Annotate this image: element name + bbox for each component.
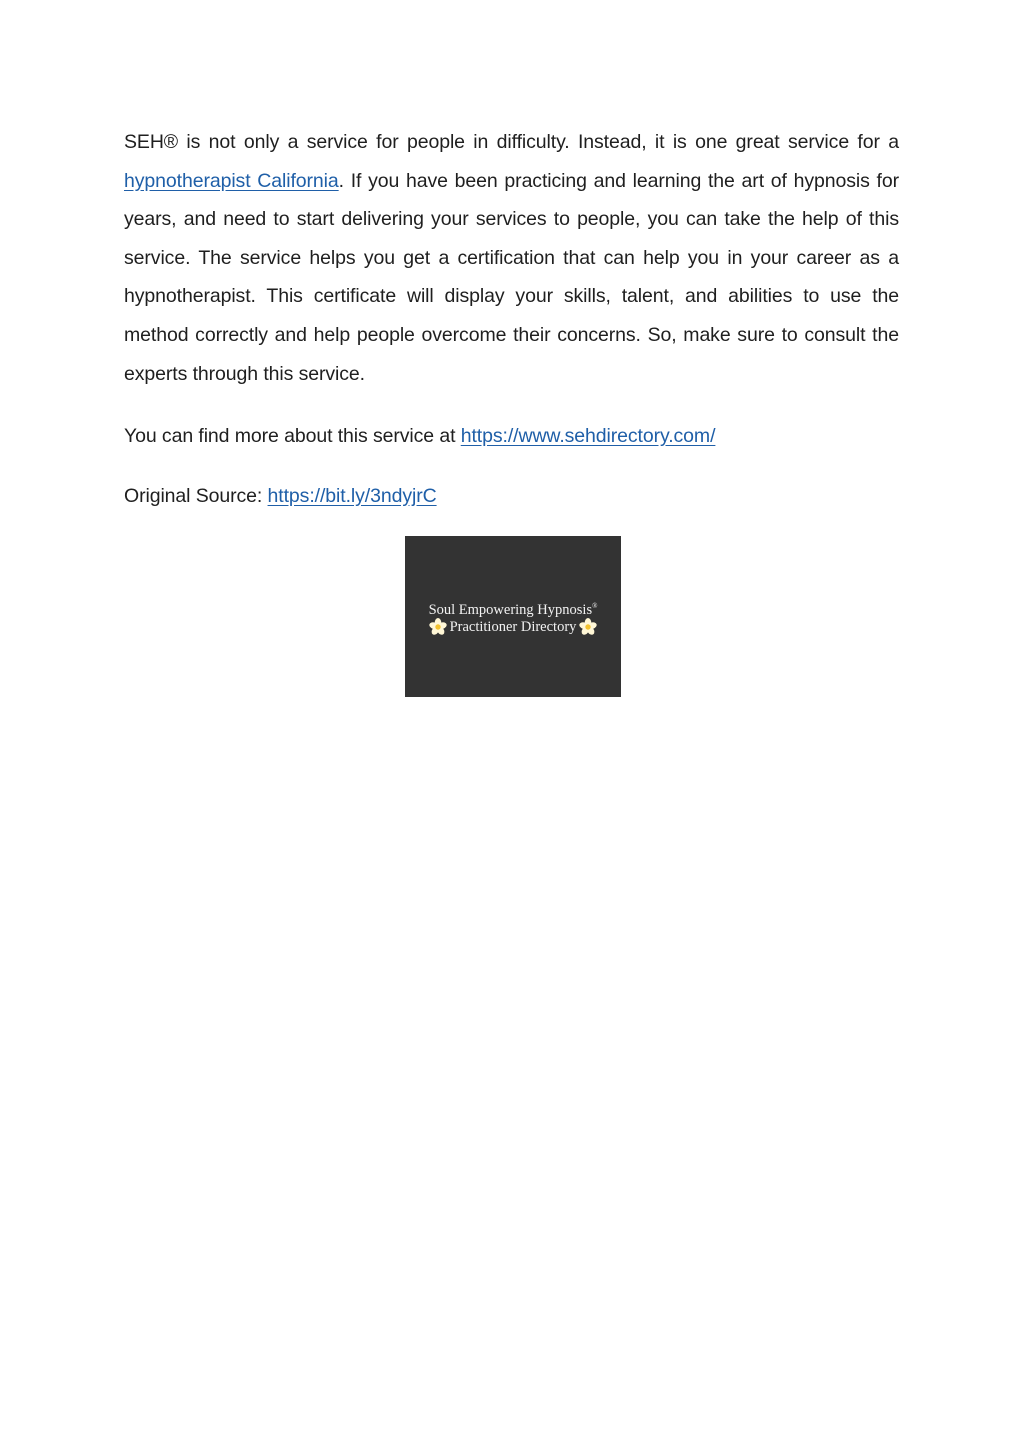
paragraph-more-info	[124, 417, 899, 456]
paragraph-intro-text-1: SEH® is not only a service for people in difficulty. Instead, it is one great service for a	[124, 131, 899, 153]
paragraph-original-source	[124, 477, 899, 516]
hypnotherapist-california-link[interactable]: hypnotherapist California	[124, 169, 339, 192]
logo-line-1-text: Soul Empowering Hypnosis	[428, 601, 593, 618]
sehdirectory-link[interactable]: https://www.sehdirectory.com/	[460, 425, 716, 448]
registered-mark: ®	[592, 601, 598, 610]
plumeria-flower-icon	[579, 618, 597, 636]
logo-line-1	[429, 597, 598, 619]
paragraph-more-info-text: You can find more about this service at	[124, 425, 461, 448]
logo-line-2-text: Practitioner Directory	[449, 619, 577, 636]
seh-directory-logo	[405, 536, 621, 697]
document-page	[124, 123, 899, 515]
original-source-link[interactable]: https://bit.ly/3ndyjrC	[267, 484, 437, 507]
paragraph-intro-text-2: . If you have been practicing and learning the art of hypnosis for years, and need to start delivering your services to people, you can take the help of this service. The service helps you get a certification that can help you in your career as a hypnotherapist. This certificate will display your skills, talent, and abilities to use the method correctly and help people overcome their concerns. So, make sure to consult the experts through this service.	[124, 169, 899, 385]
paragraph-intro	[124, 123, 899, 393]
paragraph-original-source-text: Original Source:	[124, 484, 268, 507]
logo-line-2	[429, 618, 598, 636]
plumeria-flower-icon	[429, 618, 447, 636]
